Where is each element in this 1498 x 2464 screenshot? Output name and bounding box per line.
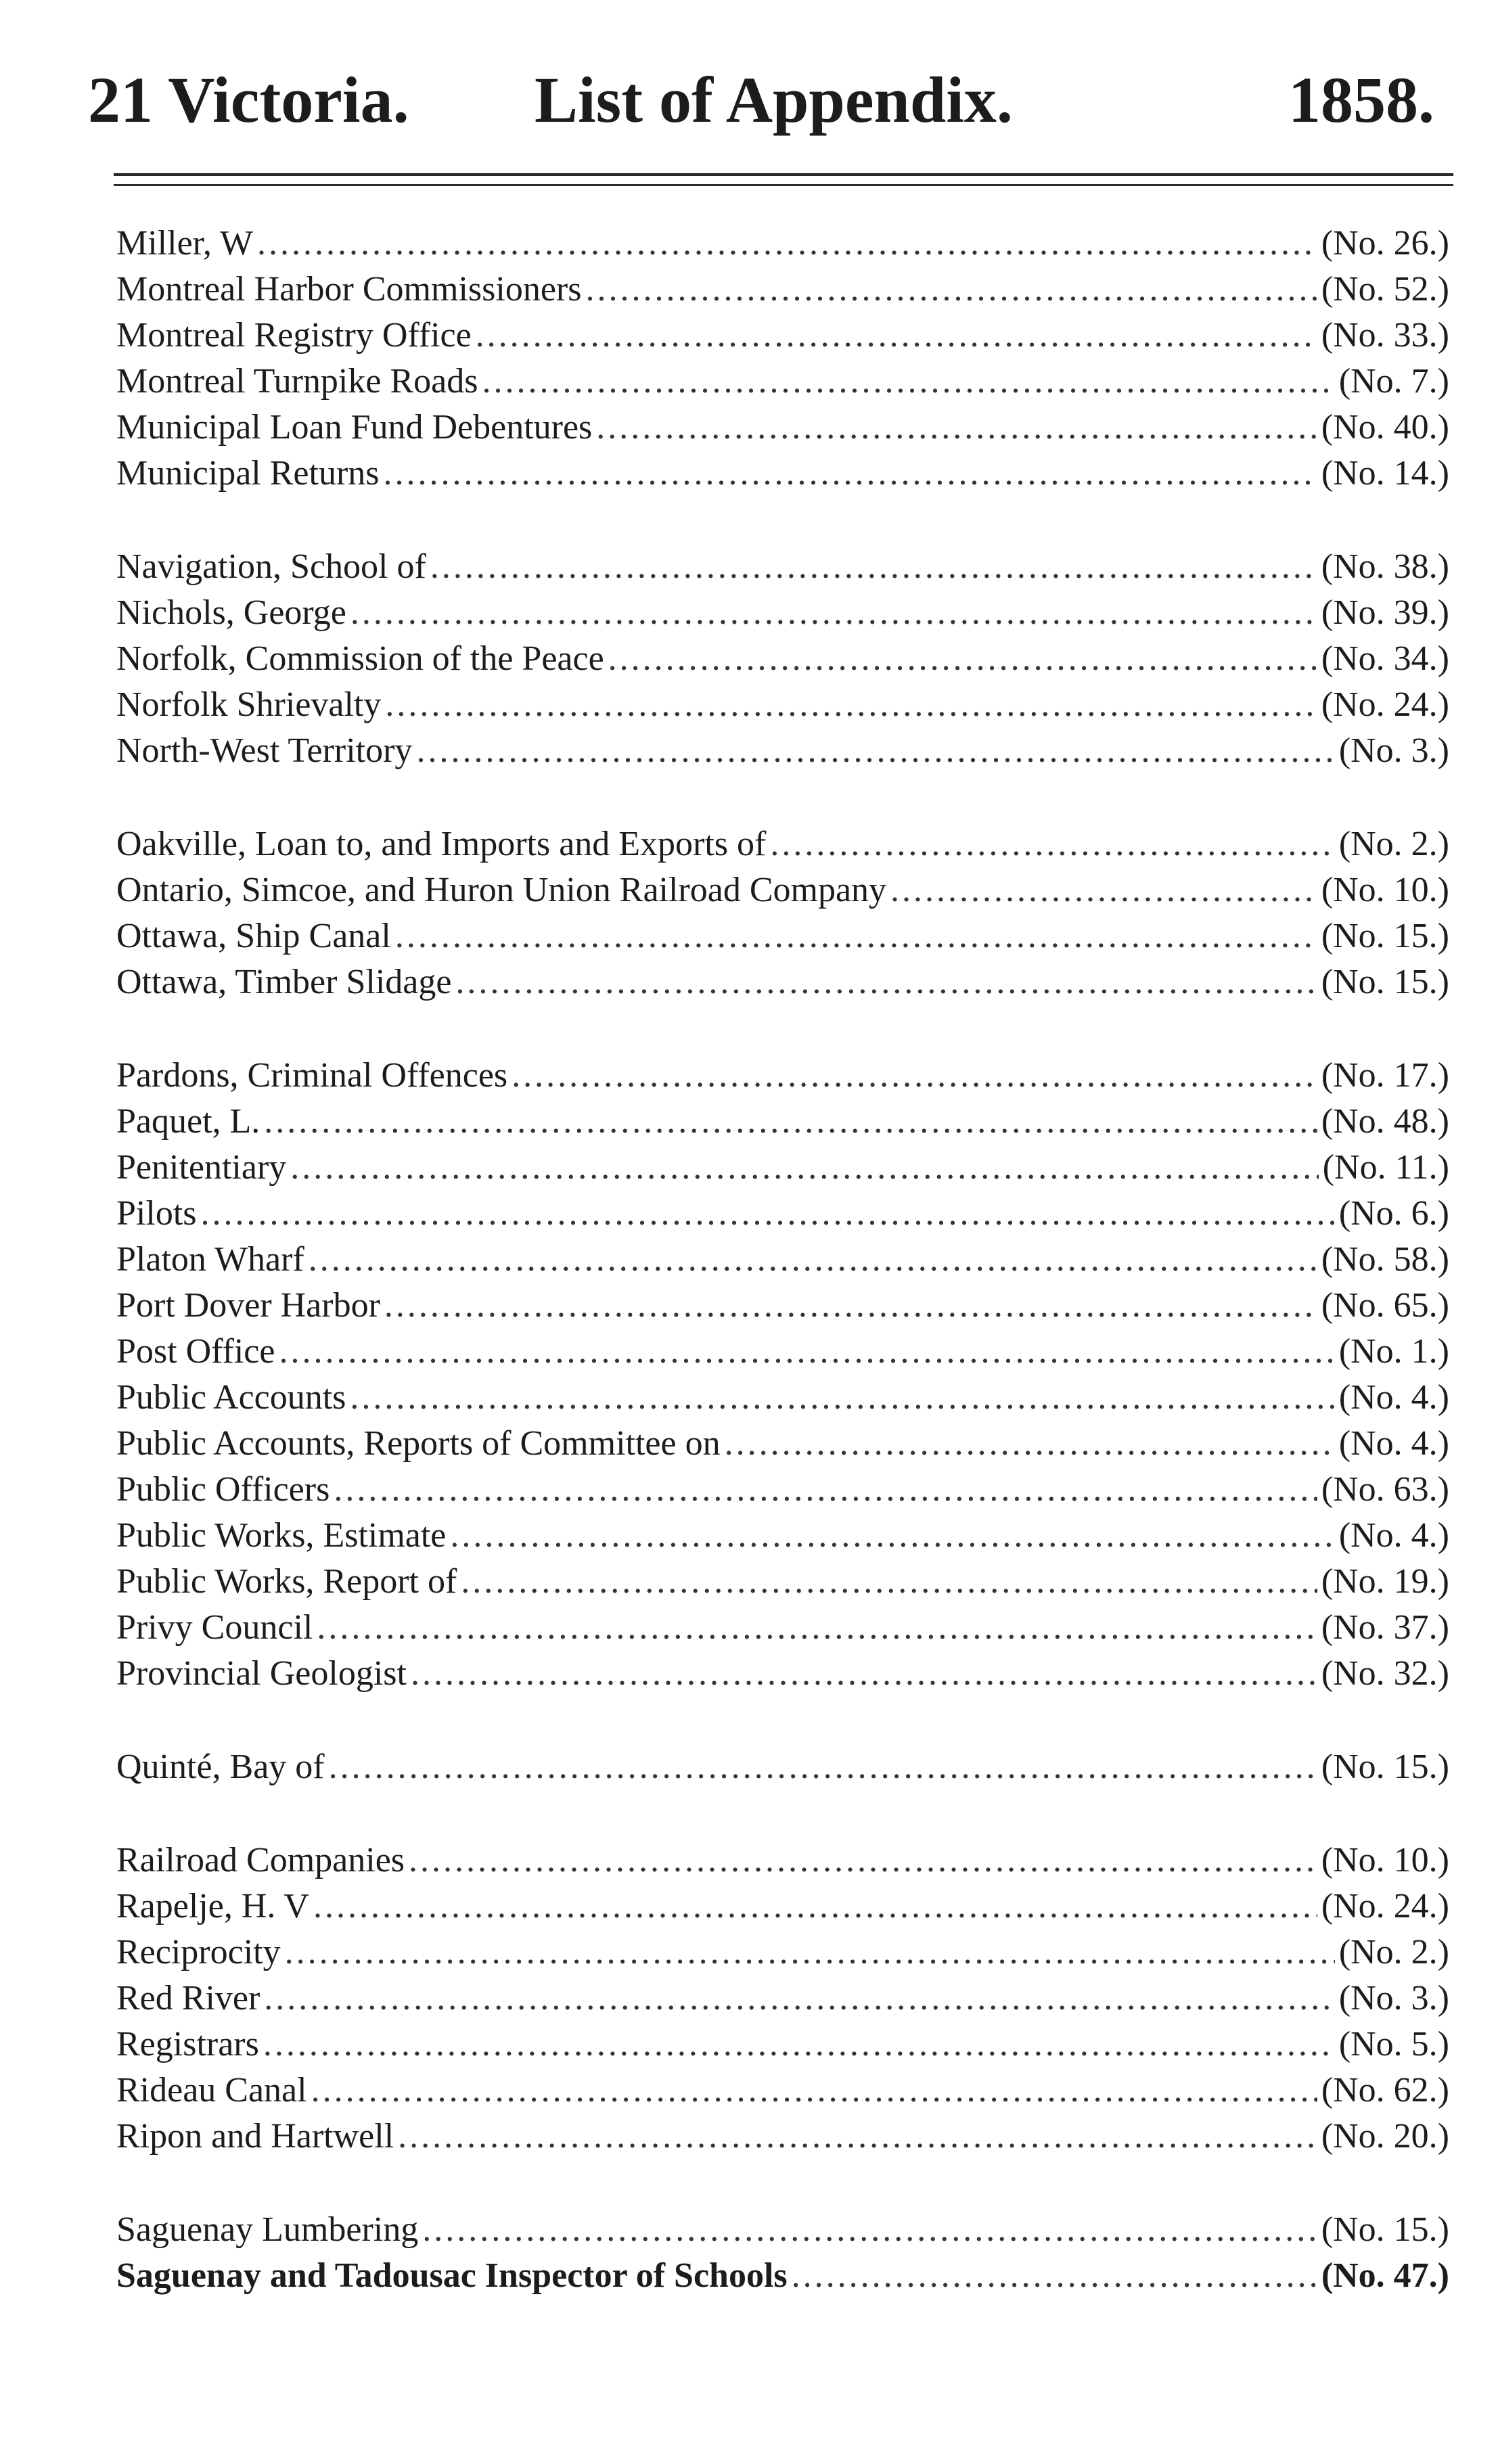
dot-leader xyxy=(285,1930,1335,1976)
dot-leader xyxy=(279,1329,1334,1375)
index-entry xyxy=(116,451,1449,497)
entry-reference: (No. 63.) xyxy=(1321,1470,1449,1509)
dot-leader xyxy=(311,2068,1317,2114)
entry-reference: (No. 15.) xyxy=(1321,2210,1449,2249)
index-entry xyxy=(116,2114,1449,2160)
dot-leader xyxy=(890,867,1317,913)
dot-leader xyxy=(770,821,1334,867)
dot-leader xyxy=(596,405,1317,451)
entry-name: Montreal Registry Office xyxy=(116,316,472,355)
index-entry xyxy=(116,2022,1449,2068)
entry-name: Registrars xyxy=(116,2025,259,2063)
index-entry xyxy=(116,1099,1449,1145)
index-entry xyxy=(116,1651,1449,1697)
index-entry xyxy=(116,359,1449,405)
index-entry xyxy=(116,2253,1449,2299)
header-divider xyxy=(114,173,1453,176)
entry-reference: (No. 58.) xyxy=(1321,1240,1449,1279)
dot-leader xyxy=(264,1099,1317,1145)
entry-reference: (No. 3.) xyxy=(1338,731,1449,770)
dot-leader xyxy=(350,590,1317,636)
entry-name: Red River xyxy=(116,1979,260,2017)
index-entry xyxy=(116,821,1449,867)
entry-reference: (No. 15.) xyxy=(1321,1748,1449,1786)
entry-reference: (No. 33.) xyxy=(1321,316,1449,355)
entry-reference: (No. 2.) xyxy=(1338,1933,1449,1971)
entry-name: Oakville, Loan to, and Imports and Exports of xyxy=(116,825,767,863)
dot-leader xyxy=(792,2253,1317,2299)
entry-name: Saguenay and Tadousac Inspector of Schools xyxy=(116,2256,788,2295)
dot-leader xyxy=(201,1191,1335,1237)
dot-leader xyxy=(395,913,1317,959)
index-entry xyxy=(116,682,1449,728)
entry-name: Public Accounts, Reports of Committee on xyxy=(116,1424,721,1463)
entry-reference: (No. 26.) xyxy=(1321,224,1449,263)
entry-reference: (No. 37.) xyxy=(1321,1608,1449,1647)
entry-reference: (No. 4.) xyxy=(1338,1516,1449,1555)
index-entry xyxy=(116,2068,1449,2114)
entry-name: Ontario, Simcoe, and Huron Union Railroad Company xyxy=(116,871,887,909)
dot-leader xyxy=(411,1651,1317,1697)
entry-name: North-West Territory xyxy=(116,731,413,770)
entry-name: Paquet, L. xyxy=(116,1102,260,1141)
dot-leader xyxy=(350,1375,1334,1421)
dot-leader xyxy=(476,313,1317,359)
entry-group xyxy=(116,1744,1449,1790)
entry-name: Pardons, Criminal Offences xyxy=(116,1056,508,1095)
entry-reference: (No. 52.) xyxy=(1321,270,1449,309)
entry-reference: (No. 1.) xyxy=(1338,1332,1449,1371)
entry-reference: (No. 62.) xyxy=(1321,2071,1449,2109)
index-entry xyxy=(116,1145,1449,1191)
entry-name: Platon Wharf xyxy=(116,1240,304,1279)
entry-name: Miller, W xyxy=(116,224,254,263)
entry-reference: (No. 14.) xyxy=(1321,454,1449,493)
dot-leader xyxy=(512,1053,1317,1099)
entry-reference: (No. 10.) xyxy=(1321,871,1449,909)
entry-name: Montreal Harbor Commissioners xyxy=(116,270,582,309)
entry-reference: (No. 10.) xyxy=(1321,1841,1449,1879)
entry-reference: (No. 24.) xyxy=(1321,1887,1449,1925)
entry-name: Public Works, Estimate xyxy=(116,1516,447,1555)
index-entry xyxy=(116,1375,1449,1421)
entry-name: Railroad Companies xyxy=(116,1841,405,1879)
index-entry xyxy=(116,313,1449,359)
entry-group xyxy=(116,544,1449,774)
entry-reference: (No. 3.) xyxy=(1338,1979,1449,2017)
entry-name: Rideau Canal xyxy=(116,2071,307,2109)
entry-name: Public Works, Report of xyxy=(116,1562,457,1601)
entry-group xyxy=(116,2207,1449,2299)
index-entry xyxy=(116,1559,1449,1605)
entry-reference: (No. 34.) xyxy=(1321,639,1449,678)
entry-name: Pilots xyxy=(116,1194,197,1233)
entry-name: Post Office xyxy=(116,1332,275,1371)
dot-leader xyxy=(263,2022,1335,2068)
index-entry xyxy=(116,1329,1449,1375)
index-entry xyxy=(116,1421,1449,1467)
entry-group xyxy=(116,821,1449,1005)
entry-group xyxy=(116,221,1449,497)
index-entry xyxy=(116,221,1449,267)
entry-name: Privy Council xyxy=(116,1608,313,1647)
index-entry xyxy=(116,728,1449,774)
entry-reference: (No. 39.) xyxy=(1321,593,1449,632)
index-entry xyxy=(116,544,1449,590)
entry-name: Reciprocity xyxy=(116,1933,281,1971)
entry-reference: (No. 5.) xyxy=(1338,2025,1449,2063)
index-entry xyxy=(116,913,1449,959)
entry-reference: (No. 4.) xyxy=(1338,1378,1449,1417)
entry-reference: (No. 24.) xyxy=(1321,685,1449,724)
dot-leader xyxy=(384,1283,1317,1329)
index-entry xyxy=(116,2207,1449,2253)
header-regnal-year: 21 Victoria. xyxy=(88,64,409,136)
dot-leader xyxy=(482,359,1334,405)
entry-group xyxy=(116,1838,1449,2160)
dot-leader xyxy=(455,959,1317,1005)
entry-name: Public Accounts xyxy=(116,1378,346,1417)
entry-reference: (No. 15.) xyxy=(1321,917,1449,955)
entry-reference: (No. 7.) xyxy=(1338,362,1449,401)
entry-reference: (No. 38.) xyxy=(1321,547,1449,586)
dot-leader xyxy=(290,1145,1318,1191)
entry-name: Municipal Returns xyxy=(116,454,380,493)
entry-name: Norfolk, Commission of the Peace xyxy=(116,639,604,678)
dot-leader xyxy=(309,1237,1317,1283)
entry-name: Quinté, Bay of xyxy=(116,1748,325,1786)
index-entry xyxy=(116,405,1449,451)
entry-reference: (No. 2.) xyxy=(1338,825,1449,863)
index-entry xyxy=(116,959,1449,1005)
entry-name: Penitentiary xyxy=(116,1148,287,1187)
dot-leader xyxy=(385,682,1317,728)
index-entry xyxy=(116,1605,1449,1651)
entry-reference: (No. 32.) xyxy=(1321,1654,1449,1693)
entry-name: Public Officers xyxy=(116,1470,330,1509)
entry-name: Ripon and Hartwell xyxy=(116,2117,394,2155)
dot-leader xyxy=(257,221,1317,267)
header-divider-secondary xyxy=(114,184,1453,186)
entry-name: Municipal Loan Fund Debentures xyxy=(116,408,593,447)
index-entry xyxy=(116,1283,1449,1329)
dot-leader xyxy=(430,544,1317,590)
page-header xyxy=(88,53,1434,154)
dot-leader xyxy=(329,1744,1317,1790)
index-entry xyxy=(116,867,1449,913)
dot-leader xyxy=(422,2207,1317,2253)
header-year: 1858. xyxy=(1288,64,1434,136)
index-entry xyxy=(116,590,1449,636)
index-entry xyxy=(116,1838,1449,1884)
entry-name: Ottawa, Ship Canal xyxy=(116,917,391,955)
index-entry xyxy=(116,1191,1449,1237)
dot-leader xyxy=(409,1838,1317,1884)
entry-name: Provincial Geologist xyxy=(116,1654,407,1693)
index-entry xyxy=(116,1467,1449,1513)
entry-name: Saguenay Lumbering xyxy=(116,2210,419,2249)
entry-reference: (No. 48.) xyxy=(1321,1102,1449,1141)
entry-name: Ottawa, Timber Slidage xyxy=(116,963,452,1001)
dot-leader xyxy=(313,1884,1317,1930)
index-entry xyxy=(116,267,1449,313)
dot-leader xyxy=(461,1559,1317,1605)
dot-leader xyxy=(450,1513,1334,1559)
dot-leader xyxy=(334,1467,1317,1513)
index-entry xyxy=(116,1744,1449,1790)
index-entries xyxy=(116,221,1449,2346)
index-entry xyxy=(116,1884,1449,1930)
dot-leader xyxy=(398,2114,1317,2160)
dot-leader xyxy=(264,1976,1335,2022)
entry-name: Montreal Turnpike Roads xyxy=(116,362,478,401)
dot-leader xyxy=(725,1421,1335,1467)
index-entry xyxy=(116,1976,1449,2022)
entry-reference: (No. 4.) xyxy=(1338,1424,1449,1463)
dot-leader xyxy=(585,267,1317,313)
dot-leader xyxy=(384,451,1317,497)
index-entry xyxy=(116,636,1449,682)
dot-leader xyxy=(317,1605,1317,1651)
index-entry xyxy=(116,1237,1449,1283)
entry-name: Nichols, George xyxy=(116,593,346,632)
entry-group xyxy=(116,1053,1449,1697)
entry-reference: (No. 47.) xyxy=(1321,2256,1449,2295)
entry-name: Rapelje, H. V xyxy=(116,1887,309,1925)
index-entry xyxy=(116,1053,1449,1099)
header-title: List of Appendix. xyxy=(535,64,1013,136)
entry-reference: (No. 40.) xyxy=(1321,408,1449,447)
dot-leader xyxy=(416,728,1334,774)
entry-reference: (No. 20.) xyxy=(1321,2117,1449,2155)
entry-reference: (No. 11.) xyxy=(1322,1148,1449,1187)
entry-name: Port Dover Harbor xyxy=(116,1286,380,1325)
entry-reference: (No. 19.) xyxy=(1321,1562,1449,1601)
entry-reference: (No. 65.) xyxy=(1321,1286,1449,1325)
index-entry xyxy=(116,1930,1449,1976)
entry-reference: (No. 15.) xyxy=(1321,963,1449,1001)
entry-reference: (No. 17.) xyxy=(1321,1056,1449,1095)
entry-name: Navigation, School of xyxy=(116,547,426,586)
index-entry xyxy=(116,1513,1449,1559)
dot-leader xyxy=(608,636,1317,682)
entry-reference: (No. 6.) xyxy=(1338,1194,1449,1233)
entry-name: Norfolk Shrievalty xyxy=(116,685,382,724)
